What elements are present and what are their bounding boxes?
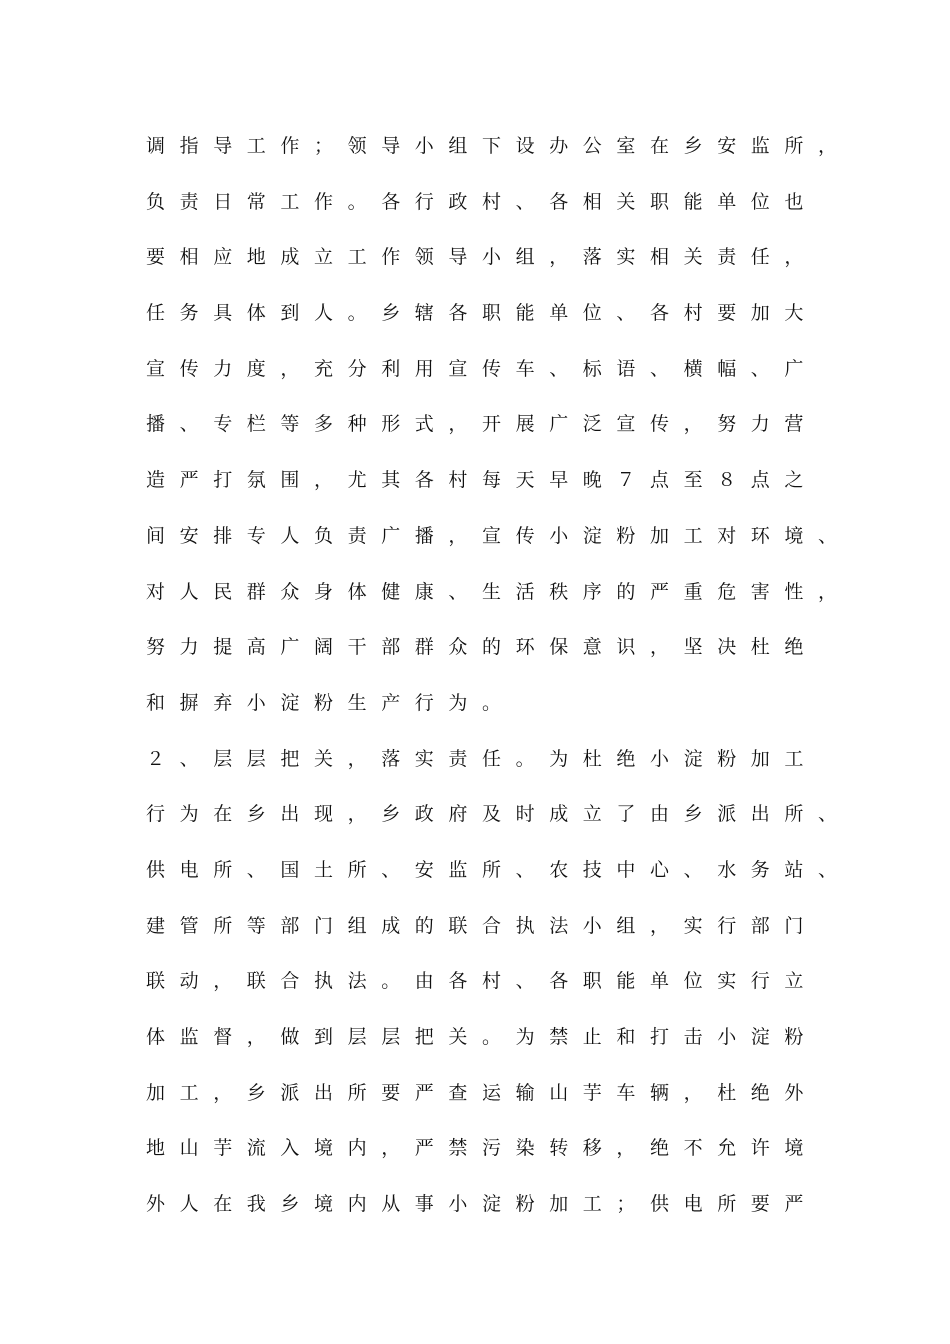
body-text [146, 126, 852, 1240]
text-line: 负责日常工作。各行政村、各相关职能单位也 [146, 190, 819, 213]
text-line: 行为在乡出现，乡政府及时成立了由乡派出所、 [146, 803, 852, 826]
text-line: 任务具体到人。乡辖各职能单位、各村要加大 [146, 302, 819, 325]
text-line: 对人民群众身体健康、生活秩序的严重危害性， [146, 580, 852, 603]
text-line: ２、层层把关，落实责任。为杜绝小淀粉加工 [146, 747, 819, 770]
text-line: 调指导工作；领导小组下设办公室在乡安监所， [146, 135, 852, 157]
text-line: 播、专栏等多种形式，开展广泛宣传，努力营 [146, 413, 819, 436]
text-line: 外人在我乡境内从事小淀粉加工；供电所要严 [146, 1193, 819, 1216]
text-line: 造严打氛围，尤其各村每天早晚７点至８点之 [146, 469, 819, 492]
text-line: 地山芋流入境内，严禁污染转移，绝不允许境 [146, 1137, 819, 1160]
text-line: 要相应地成立工作领导小组，落实相关责任， [146, 246, 819, 269]
text-line: 间安排专人负责广播，宣传小淀粉加工对环境、 [146, 524, 852, 547]
text-line: 体监督，做到层层把关。为禁止和打击小淀粉 [146, 1026, 819, 1048]
text-line: 供电所、国土所、安监所、农技中心、水务站、 [146, 858, 852, 881]
text-line: 加工，乡派出所要严查运输山芋车辆，杜绝外 [146, 1081, 819, 1104]
text-line: 建管所等部门组成的联合执法小组，实行部门 [146, 914, 819, 937]
text-line: 和摒弃小淀粉生产行为。 [146, 691, 516, 714]
text-line: 努力提高广阔干部群众的环保意识，坚决杜绝 [146, 636, 819, 659]
text-line: 宣传力度，充分利用宣传车、标语、横幅、广 [146, 357, 819, 380]
text-line: 联动，联合执法。由各村、各职能单位实行立 [146, 970, 819, 993]
